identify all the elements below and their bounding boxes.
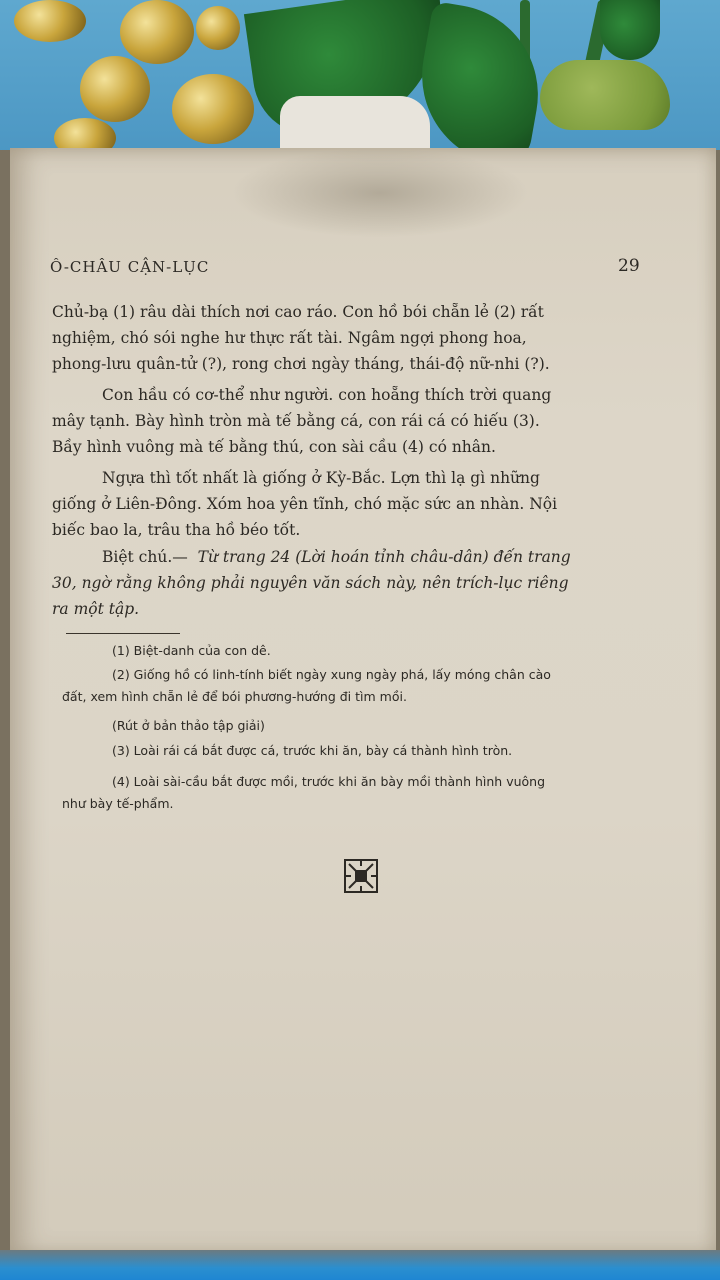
footnote-source xyxy=(62,715,638,737)
gold-ornament xyxy=(196,6,240,50)
text-line: giống ở Liên-Đông. Xóm hoa yên tĩnh, chó mặc sức an nhàn. Nội xyxy=(52,495,558,513)
text-line: như bày tế-phẩm. xyxy=(62,796,174,811)
leaf-shadow xyxy=(230,148,530,238)
paragraph xyxy=(52,465,638,543)
footnote xyxy=(62,771,638,815)
text-line: (2) Giống hồ có linh-tính biết ngày xung ngày phá, lấy móng chân cào xyxy=(112,667,551,682)
editor-note xyxy=(52,544,638,622)
note-label: Biệt chú.— xyxy=(102,548,188,566)
page-number: 29 xyxy=(618,256,640,276)
footnote xyxy=(62,664,638,708)
text-line: 30, ngờ rằng không phải nguyên văn sách này, nên trích-lục riêng xyxy=(52,574,569,592)
text-line: (3) Loài rái cá bắt được cá, trước khi ăn, bày cá thành hình tròn. xyxy=(112,743,513,758)
text-line: (Rút ở bản thảo tập giải) xyxy=(112,718,265,733)
footnote xyxy=(62,640,638,662)
plant-leaf xyxy=(540,60,670,130)
text-line: (1) Biệt-danh của con dê. xyxy=(112,643,271,658)
text-line xyxy=(52,544,638,570)
text-line: mây tạnh. Bày hình tròn mà tế bằng cá, con rái cá có hiếu (3). xyxy=(52,412,540,430)
text-line: Ngựa thì tốt nhất là giống ở Kỳ-Bắc. Lợn thì lạ gì những xyxy=(102,469,540,487)
note-text: Từ trang 24 (Lời hoán tỉnh châu-dân) đến trang xyxy=(197,548,571,566)
paragraph xyxy=(52,382,638,460)
text-line: nghiệm, chó sói nghe hư thực rất tài. Ngâm ngợi phong hoa, xyxy=(52,329,527,347)
white-figurine xyxy=(280,96,430,148)
text-line: biếc bao la, trâu tha hồ béo tốt. xyxy=(52,521,301,539)
gold-ornament xyxy=(14,0,86,42)
gold-ornament xyxy=(80,56,150,122)
text-line: đất, xem hình chẵn lẻ để bói phương-hướng đi tìm mồi. xyxy=(62,689,407,704)
text-line: phong-lưu quân-tử (?), rong chơi ngày tháng, thái-độ nữ-nhi (?). xyxy=(52,355,550,373)
text-line: (4) Loài sài-cầu bắt được mồi, trước khi ăn bày mồi thành hình vuông xyxy=(112,774,546,789)
table-surface xyxy=(0,1250,720,1280)
text-line: Chủ-bạ (1) râu dài thích nơi cao ráo. Con hồ bói chẵn lẻ (2) rất xyxy=(52,303,544,321)
footnote-divider xyxy=(66,633,180,634)
text-line: Con hầu có cơ-thể như người. con hoẵng thích trời quang xyxy=(102,386,552,404)
footnote xyxy=(62,740,638,762)
gold-ornament xyxy=(120,0,194,64)
plant-leaf xyxy=(600,0,660,60)
printer-ornament-icon xyxy=(343,858,379,894)
text-line: Bầy hình vuông mà tế bằng thú, con sài cầu (4) có nhân. xyxy=(52,438,496,456)
running-title: Ô-CHÂU CẬN-LỤC xyxy=(50,258,210,276)
gold-ornament xyxy=(172,74,254,144)
text-line: ra một tập. xyxy=(52,600,140,618)
paragraph xyxy=(52,299,638,377)
